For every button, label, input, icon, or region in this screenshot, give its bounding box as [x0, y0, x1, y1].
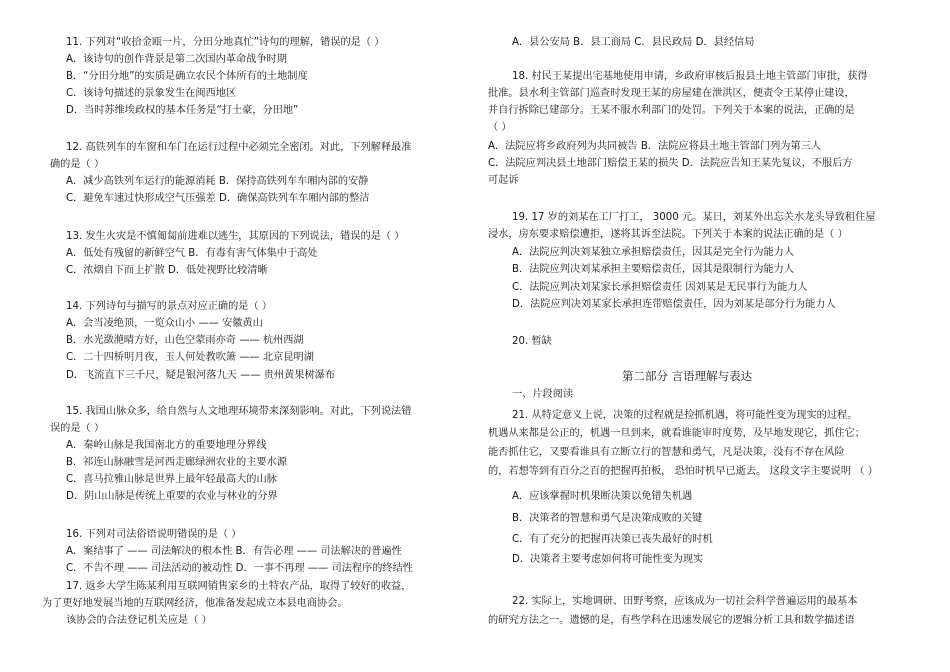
- q19-stem-1: 19. 17 岁的刘某在工厂打工， 3000 元。某日，刘某外出忘关水龙头导致租住屋: [512, 212, 876, 223]
- q18-stem-2: 批准。县水利主管部门巡查时发现王某的房屋建在泄洪区，便责令王某停止建设，: [488, 88, 855, 99]
- section-heading: 第二部分 言语理解与表达: [622, 369, 753, 383]
- subsection-heading: 一、片段阅读: [512, 389, 574, 400]
- q12-opts-ab: A．减少高铁列车运行的能源消耗 B．保持高铁列车车厢内部的安静: [66, 176, 369, 187]
- q16-opts-cd: C．不告不理 —— 司法活动的被动性 D．一事不再理 —— 司法程序的终结性: [66, 563, 413, 574]
- q17-stem-1: 17. 返乡大学生陈某利用互联网销售家乡的土特农产品，取得了较好的收益，: [66, 581, 412, 592]
- q19-opt-c: C．法院应判决刘某家长承担赔偿责任 因刘某是无民事行为能力人: [512, 282, 808, 293]
- q15-stem-2: 误的是（ ）: [50, 423, 105, 434]
- q18-opts-cd: C．法院应判决县土地部门赔偿王某的损失 D．法院应告知王某先复议，不服后方: [488, 158, 853, 169]
- q21-stem-1: 21. 从特定意义上说，决策的过程就是捡抓机遇，将可能性变为现实的过程。: [512, 410, 858, 421]
- q21-opt-c: C．有了充分的把握再决策已丧失最好的时机: [512, 534, 713, 545]
- q20-stem: 20. 暂缺: [512, 336, 552, 347]
- q18-opts-ab: A．法院应将乡政府列为共同被告 B．法院应将县土地主管部门列为第三人: [488, 141, 822, 152]
- q19-opt-d: D．法院应判决刘某家长承担连带赔偿责任，因为刘某是部分行为能力人: [512, 299, 836, 310]
- q11-opt-d: D．当时苏维埃政权的基本任务是“打土豪，分田地”: [66, 105, 299, 116]
- q19-opt-a: A．法院应判决刘某独立承担赔偿责任，因其是完全行为能力人: [512, 247, 795, 258]
- q17-stem-2: 为了更好地发展当地的互联网经济，他准备发起成立本县电商协会。: [42, 598, 348, 609]
- q19-stem-2: 浸水，房东要求赔偿遭拒，遂将其诉至法院。下列关于本案的说法正确的是（ ）: [488, 229, 848, 240]
- q13-opts-ab: A．低处有残留的新鲜空气 B．有毒有害气体集中于高处: [66, 248, 318, 259]
- q15-opt-c: C．喜马拉雅山脉是世界上最年轻最高大的山脉: [66, 474, 277, 485]
- q12-stem-2: 确的是（ ）: [50, 159, 105, 170]
- q21-stem-4: 的，若想等到有百分之百的把握再拍板， 恐怕时机早已逝去。 这段文字主要说明 （ ）: [488, 466, 878, 477]
- q15-stem-1: 15. 我国山脉众多，给自然与人文地理环境带来深刻影响。对此，下列说法错: [66, 406, 412, 417]
- q16-stem: 16. 下列对司法俗语说明错误的是（ ）: [66, 529, 242, 540]
- q11-stem: 11. 下列对“收拾金瓯一片，分田分地真忙”诗句的理解，错误的是（ ）: [66, 37, 385, 48]
- q12-opts-cd: C．避免车速过快形成空气压强差 D．确保高铁列车车厢内部的整洁: [66, 193, 370, 204]
- q18-stem-3: 并自行拆除已建部分。王某不服水利部门的处罚。下列关于本案的说法，正确的是: [488, 105, 855, 116]
- q15-opt-a: A．秦岭山脉是我国南北方的重要地理分界线: [66, 440, 267, 451]
- q11-opt-c: C．该诗句描述的景象发生在闽西地区: [66, 88, 237, 99]
- q21-stem-2: 机遇从来都是公正的，机遇一旦到来，就看谁能审时度势，及早地发现它，抓住它；: [488, 428, 865, 439]
- q11-opt-a: A．该诗句的创作背景是第二次国内革命战争时期: [66, 54, 287, 65]
- q17-options: A．县公安局 B．县工商局 C．县民政局 D．县经信局: [512, 37, 755, 48]
- q16-opts-ab: A．案结事了 —— 司法解决的根本性 B．有告必理 —— 司法解决的普遍性: [66, 546, 402, 557]
- q21-opt-a: A．应该掌握时机果断决策以免错失机遇: [512, 491, 693, 502]
- q15-opt-d: D．阴山山脉是传统上重要的农业与林业的分界: [66, 491, 278, 502]
- q18-stem-4: （ ）: [488, 122, 512, 133]
- q11-opt-b: B．“分田分地”的实质是确立农民个体所有的土地制度: [66, 71, 308, 82]
- q18-opt-d-cont: 可起诉: [488, 175, 519, 186]
- q19-opt-b: B．法院应判决刘某承担主要赔偿责任，因其是限制行为能力人: [512, 264, 795, 275]
- q21-stem-3: 能否抓住它，又要看谁具有立断立行的智慧和勇气，凡是决策，没有不存在风险: [488, 447, 845, 458]
- q13-stem: 13. 发生火灾是不慎匍匐前进难以逃生，其原因的下列说法，错误的是（ ）: [66, 231, 405, 242]
- q14-stem: 14. 下列诗句与描写的景点对应正确的是（ ）: [66, 301, 273, 312]
- q13-opts-cd: C．浓烟自下而上扩散 D．低处视野比较清晰: [66, 265, 268, 276]
- q15-opt-b: B．祁连山脉融雪是河西走廊绿洲农业的主要水源: [66, 457, 287, 468]
- q12-stem-1: 12. 高铁列车的车窗和车门在运行过程中必须完全密闭。对此，下列解释最准: [66, 142, 412, 153]
- q21-opt-b: B．决策者的智慧和勇气是决策成败的关键: [512, 513, 703, 524]
- q21-opt-d: D．决策者主要考虑如何将可能性变为现实: [512, 554, 704, 565]
- q14-opt-a: A．会当凌绝顶，一览众山小 —— 安徽黄山: [66, 318, 263, 329]
- q17-stem-3: 该协会的合法登记机关应是（ ）: [66, 615, 212, 626]
- q22-stem-2: 的研究方法之一。遗憾的是，有些学科在迅速发展它的逻辑分析工具和数学描述语: [488, 615, 855, 626]
- q18-stem-1: 18. 村民王某提出宅基地使用申请，乡政府审核后报县土地主管部门审批，获得: [512, 71, 868, 82]
- q22-stem-1: 22. 实际上，实地调研、田野考察，应该成为一切社会科学普遍运用的最基本: [512, 596, 858, 607]
- q14-opt-d: D．飞流直下三千尺，疑是银河落九天 —— 贵州黄果树瀑布: [66, 370, 336, 381]
- q14-opt-c: C．二十四桥明月夜，玉人何处教吹箫 —— 北京昆明湖: [66, 352, 314, 363]
- q14-opt-b: B．水光潋滟晴方好，山色空蒙雨亦奇 —— 杭州西湖: [66, 335, 304, 346]
